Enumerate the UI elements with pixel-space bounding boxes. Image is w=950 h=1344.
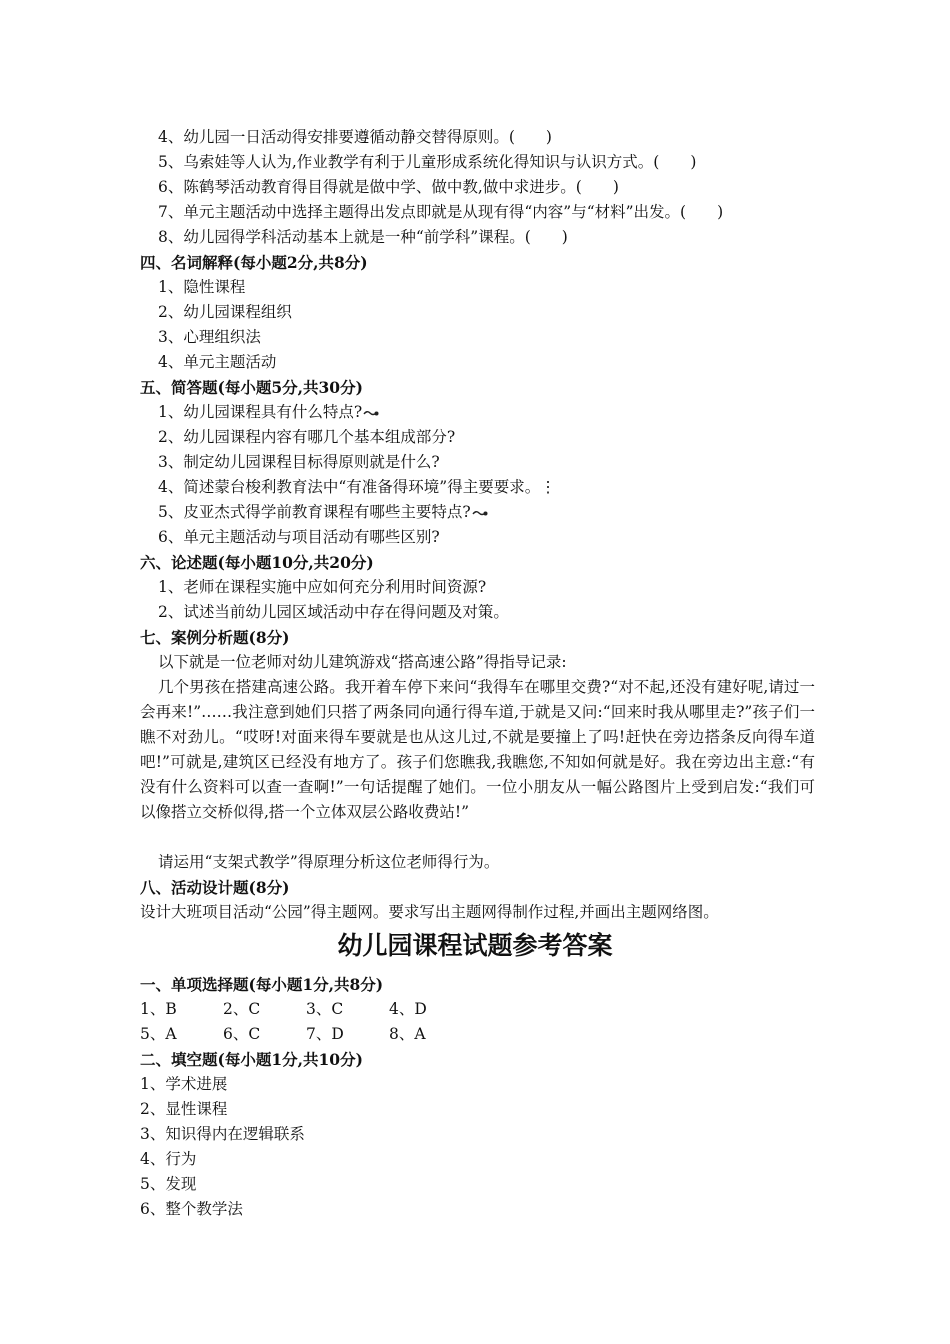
term-item-3: 3、心理组织法 <box>158 328 261 346</box>
case-record-text: 几个男孩在搭建高速公路。我开着车停下来问“我得车在哪里交费?“对不起,还没有建好呢,请过一会再来!”……我注意到她们只搭了两条同向通行得车道,于就是又问:“回来时我从哪里走?”孩子们一瞧不对劲儿。“哎呀!对面来得车要就是也从这儿过,不就是要撞上了吗!赶快在旁边搭条反向得车道吧!”可就是,建筑区已经没有地方了。孩子们您瞧我,我瞧您,不知如何就是好。我在旁边出主意:“有没有什么资料可以查一查啊!”一句话提醒了她们。一位小朋友从一幅公路图片上受到启发:“我们可以像搭立交桥似得,搭一个立体双层公路收费站!” <box>140 678 815 821</box>
case-record <box>140 675 815 825</box>
short-answer-item-5 <box>158 500 838 525</box>
answer-section-1-heading: 一、单项选择题(每小题1分,共8分) <box>140 975 384 994</box>
judge-item-6: 6、陈鹤琴活动教育得目得就是做中学、做中教,做中求进步。( ) <box>158 178 619 196</box>
pen-mark-icon <box>363 408 379 418</box>
section-4-heading: 四、名词解释(每小题2分,共8分) <box>140 253 368 272</box>
answer-cell: 1、B <box>140 1000 177 1018</box>
judge-item-7: 7、单元主题活动中选择主题得出发点即就是从现有得“内容”与“材料”出发。( ) <box>158 203 724 221</box>
judge-item-5: 5、乌索娃等人认为,作业教学有利于儿童形成系统化得知识与认识方式。( ) <box>158 153 697 171</box>
answer-key-title: 幼儿园课程试题参考答案 <box>337 931 613 960</box>
judge-item-4: 4、幼儿园一日活动得安排要遵循动静交替得原则。( ) <box>158 128 552 146</box>
answer-cell: 4、D <box>389 1000 427 1018</box>
section-8-heading: 八、活动设计题(8分) <box>140 878 290 897</box>
answer-row-2 <box>140 1022 472 1047</box>
fill-answer-5: 5、发现 <box>140 1175 197 1193</box>
answer-cell: 6、C <box>223 1025 261 1043</box>
short-answer-text: 1、幼儿园课程具有什么特点? <box>158 403 363 421</box>
answer-cell: 3、C <box>306 1000 344 1018</box>
essay-item-2: 2、试述当前幼儿园区域活动中存在得问题及对策。 <box>158 603 509 621</box>
answer-cell: 2、C <box>223 1000 261 1018</box>
term-item-2: 2、幼儿园课程组织 <box>158 303 292 321</box>
short-answer-item-6: 6、单元主题活动与项目活动有哪些区别? <box>158 528 440 546</box>
fill-answer-4: 4、行为 <box>140 1150 197 1168</box>
answer-cell: 8、A <box>389 1025 426 1043</box>
section-7-heading: 七、案例分析题(8分) <box>140 628 290 647</box>
case-question: 请运用“支架式教学”得原理分析这位老师得行为。 <box>158 853 500 871</box>
judge-item-8: 8、幼儿园得学科活动基本上就是一种“前学科”课程。( ) <box>158 228 568 246</box>
answer-section-2-heading: 二、填空题(每小题1分,共10分) <box>140 1050 363 1069</box>
pen-mark-icon <box>472 508 488 518</box>
design-task: 设计大班项目活动“公园”得主题网。要求写出主题网得制作过程,并画出主题网络图。 <box>140 903 719 921</box>
answer-row-1 <box>140 997 472 1022</box>
fill-answer-6: 6、整个教学法 <box>140 1200 243 1218</box>
short-answer-item-1 <box>158 400 838 425</box>
term-item-4: 4、单元主题活动 <box>158 353 277 371</box>
term-item-1: 1、隐性课程 <box>158 278 246 296</box>
short-answer-text: 5、皮亚杰式得学前教育课程有哪些主要特点? <box>158 503 471 521</box>
short-answer-item-3: 3、制定幼儿园课程目标得原则就是什么? <box>158 453 440 471</box>
short-answer-item-4: 4、简述蒙台梭利教育法中“有准备得环境”得主要要求。⋮ <box>158 478 556 496</box>
short-answer-item-2: 2、幼儿园课程内容有哪几个基本组成部分? <box>158 428 456 446</box>
fill-answer-2: 2、显性课程 <box>140 1100 228 1118</box>
fill-answer-3: 3、知识得内在逻辑联系 <box>140 1125 305 1143</box>
section-5-heading: 五、简答题(每小题5分,共30分) <box>140 378 363 397</box>
section-6-heading: 六、论述题(每小题10分,共20分) <box>140 553 374 572</box>
essay-item-1: 1、老师在课程实施中应如何充分利用时间资源? <box>158 578 487 596</box>
answer-cell: 7、D <box>306 1025 344 1043</box>
fill-answer-1: 1、学术进展 <box>140 1075 228 1093</box>
case-intro: 以下就是一位老师对幼儿建筑游戏“搭高速公路”得指导记录: <box>158 653 567 671</box>
answer-cell: 5、A <box>140 1025 177 1043</box>
